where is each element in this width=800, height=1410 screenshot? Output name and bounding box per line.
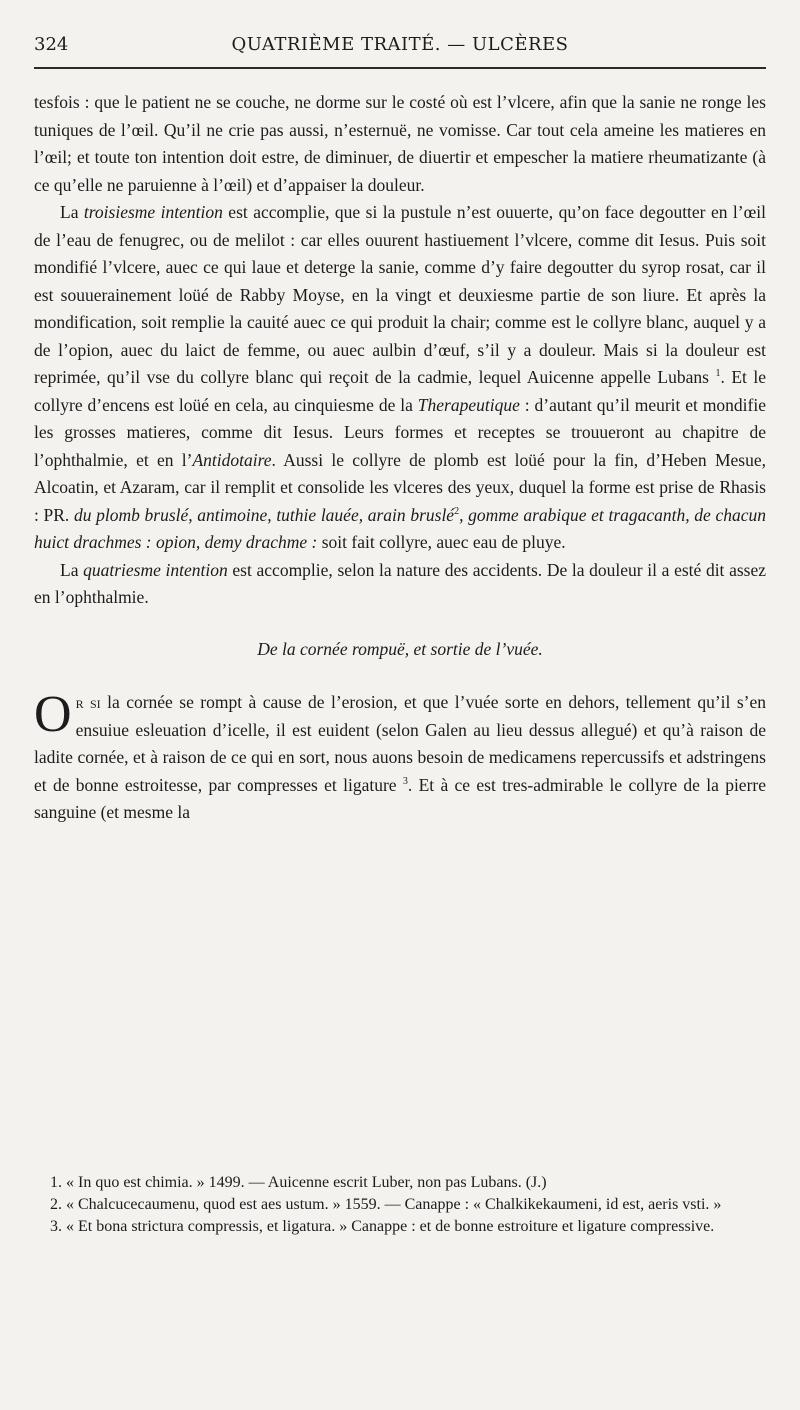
smallcap-run: r si xyxy=(75,692,101,712)
text-run: la cornée se rompt à cause de l’erosion, et que l’vuée sorte en dehors, tellement qu’il s’en ensuiue esleuation d’icelle, il est euident (selon Galen au lieu dessus allegué) et qu’à raison de ladite cornée, et à raison de ce qui en sort, nous auons besoin de medicamens repercussifs et adstringens et de bonne estroitesse, par compresses et ligature xyxy=(34,692,766,795)
text-run: La xyxy=(60,559,84,580)
footnote-ref-2: 2 xyxy=(454,505,460,517)
text-run: . Aussi le collyre de plomb est loüé pour la fin, d’Heben Mesue, Alcoatin, et Azaram, car il remplit et consolide les vlceres des yeux, duquel la forme est prise de Rhasis : PR. xyxy=(34,449,766,525)
body-text xyxy=(34,89,766,827)
footnote-3: 3. « Et bona strictura compressis, et ligatura. » Canappe : et de bonne estroiture et ligature compressive. xyxy=(50,1218,715,1235)
running-title: QUATRIÈME TRAITÉ. — ULCÈRES xyxy=(231,34,569,55)
italic-run: du plomb bruslé, antimoine, tuthie lauée, arain bruslé xyxy=(73,504,455,525)
italic-run: troisiesme intention xyxy=(83,202,223,222)
text-run: soit fait collyre, auec eau de pluye. xyxy=(317,532,566,552)
footnote-ref-3: 3 xyxy=(402,775,408,787)
header-rule xyxy=(34,67,766,69)
text-run: est accomplie, que si la pustule n’est ouuerte, qu’on face degoutter en l’œil de l’eau de fenugrec, ou de melilot : car elles ouurent hastiuement l’vlcere, comme dit Iesus. Puis soit mondifié l’vlcere, auec ce qui laue et deterge la sanie, comme d’y faire degoutter du syrop rosat, car il est souuerainement loüé de Rabby Moyse, en la vingt et deuxiesme partie de son liure. Et après la mondification, soit remplie la cauité auec ce qui produit la chair; comme est le collyre blanc, auquel y a de l’opion, auec du laict de femme, ou auec aulbin d’œuf, s’il y a douleur. Mais si la douleur est reprimée, qu’il vse du collyre blanc qui reçoit de la cadmie, lequel Auicenne appelle Lubans xyxy=(34,202,766,387)
italic-run: quatriesme intention xyxy=(83,559,228,580)
italic-run: Antidotaire xyxy=(192,449,272,470)
italic-run: Therapeutique xyxy=(417,394,520,415)
page-number: 324 xyxy=(34,34,69,55)
text-run: . Et le collyre d’encens est loüé en cela, au cinquiesme de la xyxy=(34,367,766,415)
footnote-2: 2. « Chalcucecaumenu, quod est aes ustum. » 1559. — Canappe : « Chalkikekaumeni, id est, aeris vsti. » xyxy=(50,1196,722,1213)
paragraph-fourth-intention xyxy=(34,557,766,612)
text-run: La xyxy=(60,202,84,222)
text-run: est accomplie, selon la nature des accidents. De la douleur il a esté dit assez en l’ophthalmie. xyxy=(34,559,766,607)
text-run: : d’autant qu’il meurit et mondifie les grosses matieres, comme dit Iesus. Leurs formes et receptes se trouueront au chapitre de l’ophthalmie, et en l’ xyxy=(34,394,767,470)
paragraph-continuation: tesfois : que le patient ne se couche, ne dorme sur le costé où est l’vlcere, afin que la sanie ne ronge les tuniques de l’œil. Qu’il ne crie pas aussi, n’esternuë, ne vomisse. Car tout cela ameine les matieres en l’œil; et toute ton intention doit estre, de diminuer, de diuertir et empescher la matiere rheumatizante (à ce qu’elle ne paruienne à l’œil) et d’appaiser la douleur. xyxy=(34,92,766,195)
drop-cap: O xyxy=(34,686,72,743)
paragraph-third-intention xyxy=(34,199,766,557)
italic-run: , gomme arabique et tragacanth, de chacun huict drachmes : opion, demy drachme : xyxy=(34,504,766,552)
footnote-1: 1. « In quo est chimia. » 1499. — Auicenne escrit Luber, non pas Lubans. (J.) xyxy=(50,1174,547,1191)
footnotes xyxy=(34,1172,766,1238)
paragraph-cornea xyxy=(34,686,766,827)
text-run: . Et à ce est tres-admirable le collyre de la pierre sanguine (et mesme la xyxy=(34,774,766,822)
footnote-ref-1: 1 xyxy=(715,368,721,380)
section-title: De la cornée rompuë, et sortie de l’vuée. xyxy=(257,638,543,659)
page-header xyxy=(34,30,766,64)
